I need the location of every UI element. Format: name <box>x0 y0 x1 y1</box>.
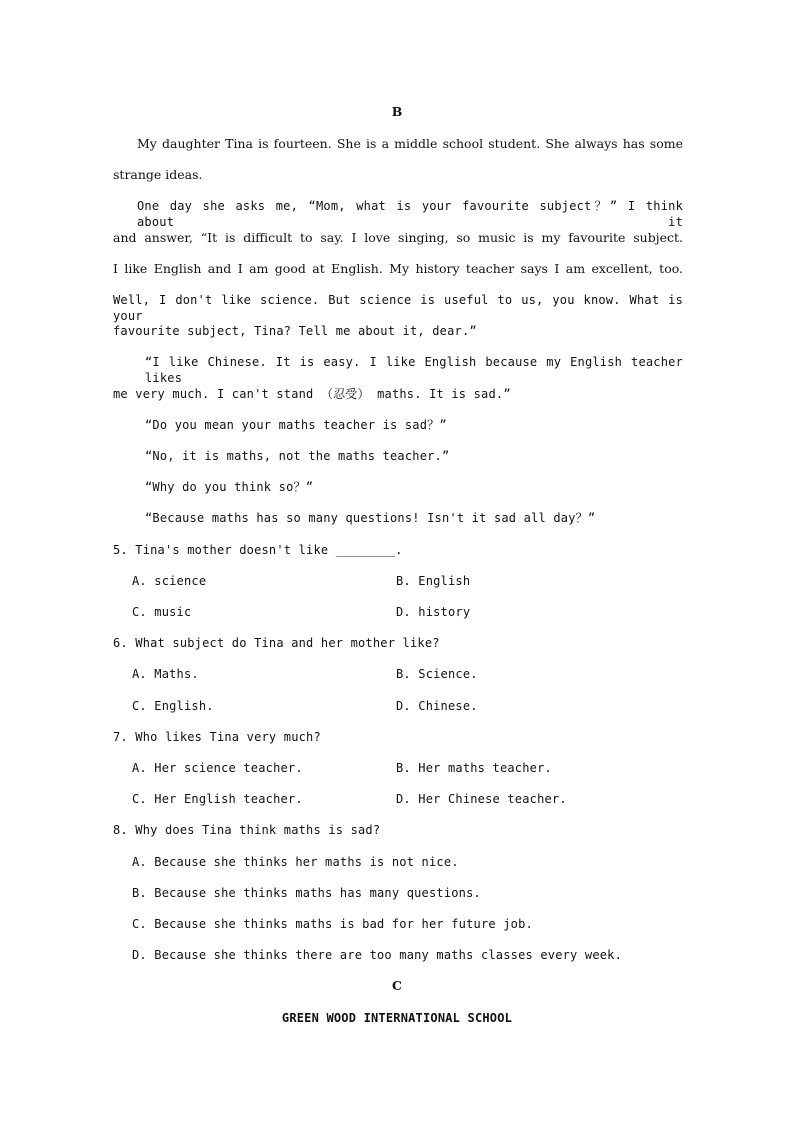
dialogue-line-2: “No, it is maths, not the maths teacher.” <box>145 449 450 463</box>
question-8-option-b: B. Because she thinks maths has many questions. <box>132 886 481 900</box>
passage-p2-line3: I like English and I am good at English. My history teacher says I am excellent, too. <box>113 261 683 276</box>
section-b-heading: B <box>391 104 403 119</box>
passage-p2-line1: One day she asks me, “Mom, what is your favourite subject？” I think about it <box>137 199 683 229</box>
passage-p2-line2: and answer, “It is difficult to say. I love singing, so music is my favourite subject. <box>113 230 683 245</box>
section-c-title: GREEN WOOD INTERNATIONAL SCHOOL <box>281 1011 513 1025</box>
question-8-option-d: D. Because she thinks there are too many maths classes every week. <box>132 948 623 962</box>
question-5-stem: 5. Tina's mother doesn't like ________. <box>113 543 403 557</box>
passage-p2-line5: favourite subject, Tina? Tell me about it, dear.” <box>113 324 477 338</box>
question-5-option-a: A. science <box>132 574 207 588</box>
dialogue-line-3: “Why do you think so？” <box>145 480 314 494</box>
section-c-heading: C <box>392 978 402 993</box>
question-6-option-c: C. English. <box>132 699 214 713</box>
passage-p3-line1: “I like Chinese. It is easy. I like English because my English teacher likes <box>145 355 683 385</box>
question-8-stem: 8. Why does Tina think maths is sad? <box>113 823 381 837</box>
question-6-option-d: D. Chinese. <box>396 699 478 713</box>
question-7-option-b: B. Her maths teacher. <box>396 761 552 775</box>
question-7-stem: 7. Who likes Tina very much? <box>113 730 321 744</box>
question-5-option-d: D. history <box>396 605 471 619</box>
question-6-stem: 6. What subject do Tina and her mother like? <box>113 636 440 650</box>
question-7-option-c: C. Her English teacher. <box>132 792 303 806</box>
question-5-option-c: C. music <box>132 605 192 619</box>
question-6-option-b: B. Science. <box>396 667 478 681</box>
passage-p3-line2: me very much. I can't stand （忍受） maths. It is sad.” <box>113 387 511 401</box>
question-6-option-a: A. Maths. <box>132 667 199 681</box>
passage-p1-line1: My daughter Tina is fourteen. She is a middle school student. She always has some <box>137 136 683 151</box>
question-7-option-d: D. Her Chinese teacher. <box>396 792 567 806</box>
question-5-option-b: B. English <box>396 574 471 588</box>
question-7-option-a: A. Her science teacher. <box>132 761 303 775</box>
passage-p2-line4: Well, I don't like science. But science is useful to us, you know. What is your <box>113 293 683 323</box>
question-8-option-c: C. Because she thinks maths is bad for her future job. <box>132 917 533 931</box>
dialogue-line-4: “Because maths has so many questions! Isn't it sad all day？” <box>145 511 596 525</box>
dialogue-line-1: “Do you mean your maths teacher is sad？” <box>145 418 447 432</box>
question-8-option-a: A. Because she thinks her maths is not nice. <box>132 855 459 869</box>
passage-p1-line2: strange ideas. <box>113 167 203 182</box>
